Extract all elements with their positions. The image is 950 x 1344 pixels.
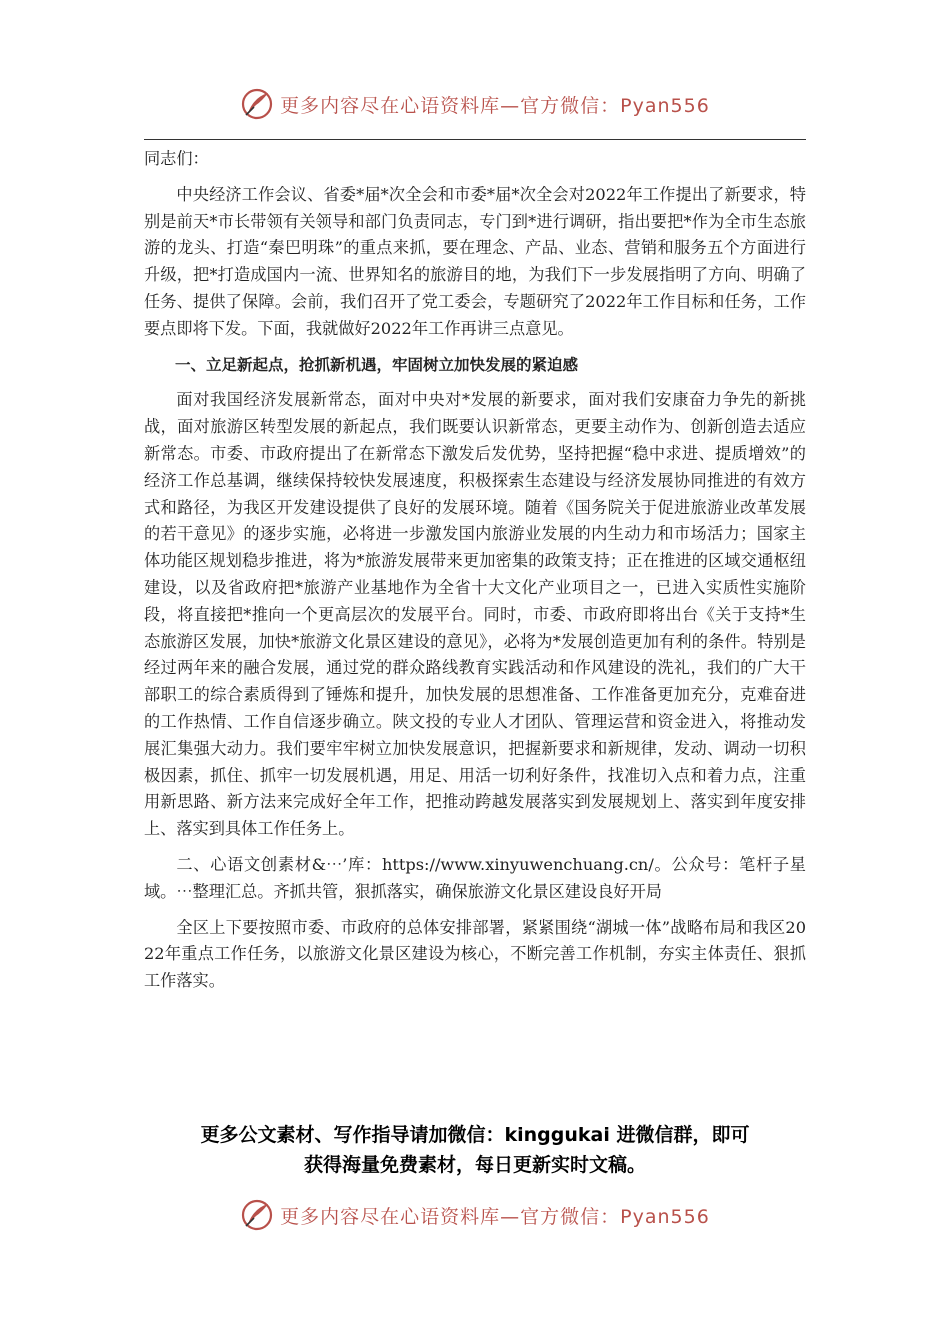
header-banner <box>0 84 950 124</box>
paragraph-intro: 中央经济工作会议、省委*届*次全会和市委*届*次全会对2022年工作提出了新要求，特别是前天*市长带领有关领导和部门负责同志，专门到*进行调研，指出要把*作为全市生态旅游的龙头、打造“秦巴明珠”的重点来抓，要在理念、产品、业态、营销和服务五个方面进行升级，把*打造成国内一流、世界知名的旅游目的地，为我们下一步发展指明了方向、明确了任务、提供了保障。会前，我们召开了党工委会，专题研究了2022年工作目标和任务，工作要点即将下发。下面，我就做好2022年工作再讲三点意见。 <box>144 184 806 338</box>
promo-line-1: 更多公文素材、写作指导请加微信：kinggukai 进微信群，即可 <box>200 1124 750 1146</box>
section-heading-1: 一、立足新起点，抢抓新机遇，牢固树立加快发展的紧迫感 <box>175 355 579 374</box>
quill-logo-icon <box>240 87 274 121</box>
promo-line-2: 获得海量免费素材，每日更新实时文稿。 <box>303 1154 646 1176</box>
paragraph-section-1: 面对我国经济发展新常态，面对中央对*发展的新要求，面对我们安康奋力争先的新挑战，面对旅游区转型发展的新起点，我们既要认识新常态，更要主动作为、创新创造去适应新常态。市委、市政府提出了在新常态下激发后发优势，坚持把握“稳中求进、提质增效”的经济工作总基调，继续保持较快发展速度，积极探索生态建设与经济发展协同推进的有效方式和路径，为我区开发建设提供了良好的发展环境。随着《国务院关于促进旅游业改革发展的若干意见》的逐步实施，必将进一步激发国内旅游业发展的内生动力和市场活力；国家主体功能区规划稳步推进，将为*旅游发展带来更加密集的政策支持；正在推进的区域交通枢纽建设，以及省政府把*旅游产业基地作为全省十大文化产业项目之一，已进入实质性实施阶段，将直接把*推向一个更高层次的发展平台。同时，市委、市政府即将出台《关于支持*生态旅游区发展，加快*旅游文化景区建设的意见》，必将为*发展创造更加有利的条件。特别是经过两年来的融合发展，通过党的群众路线教育实践活动和作风建设的洗礼，我们的广大干部职工的综合素质得到了锤炼和提升，加快发展的思想准备、工作准备更加充分，克难奋进的工作热情、工作自信逐步确立。陕文投的专业人才团队、管理运营和资金进入，将推动发展汇集强大动力。我们要牢牢树立加快发展意识，把握新要求和新规律，发动、调动一切积极因素，抓住、抓牢一切发展机遇，用足、用活一切利好条件，找准切入点和着力点，注重用新思路、新方法来完成好全年工作，把推动跨越发展落实到发展规划上、落实到年度安排上、落实到具体工作任务上。 <box>144 390 806 839</box>
promo-notice <box>120 1120 830 1180</box>
section-heading-2: 二、心语文创素材&⋯’库：https://www.xinyuwenchuang.cn/。公众号：笔杆子星域。⋯整理汇总。齐抓共管，狠抓落实，确保旅游文化景区建设良好开局 <box>144 854 806 901</box>
paragraph-section-2: 全区上下要按照市委、市政府的总体安排部署，紧紧围绕“湖城一体”战略布局和我区2022年重点工作任务，以旅游文化景区建设为核心，不断完善工作机制，夯实主体责任、狠抓工作落实。 <box>144 917 806 991</box>
footer-banner <box>0 1195 950 1235</box>
document-body <box>144 146 806 1004</box>
quill-logo-icon <box>240 1198 274 1232</box>
header-divider <box>144 139 806 140</box>
salutation: 同志们： <box>144 149 209 168</box>
header-banner-text: 更多内容尽在心语资料库—官方微信：Pyan556 <box>280 94 710 117</box>
footer-banner-text: 更多内容尽在心语资料库—官方微信：Pyan556 <box>280 1205 710 1228</box>
